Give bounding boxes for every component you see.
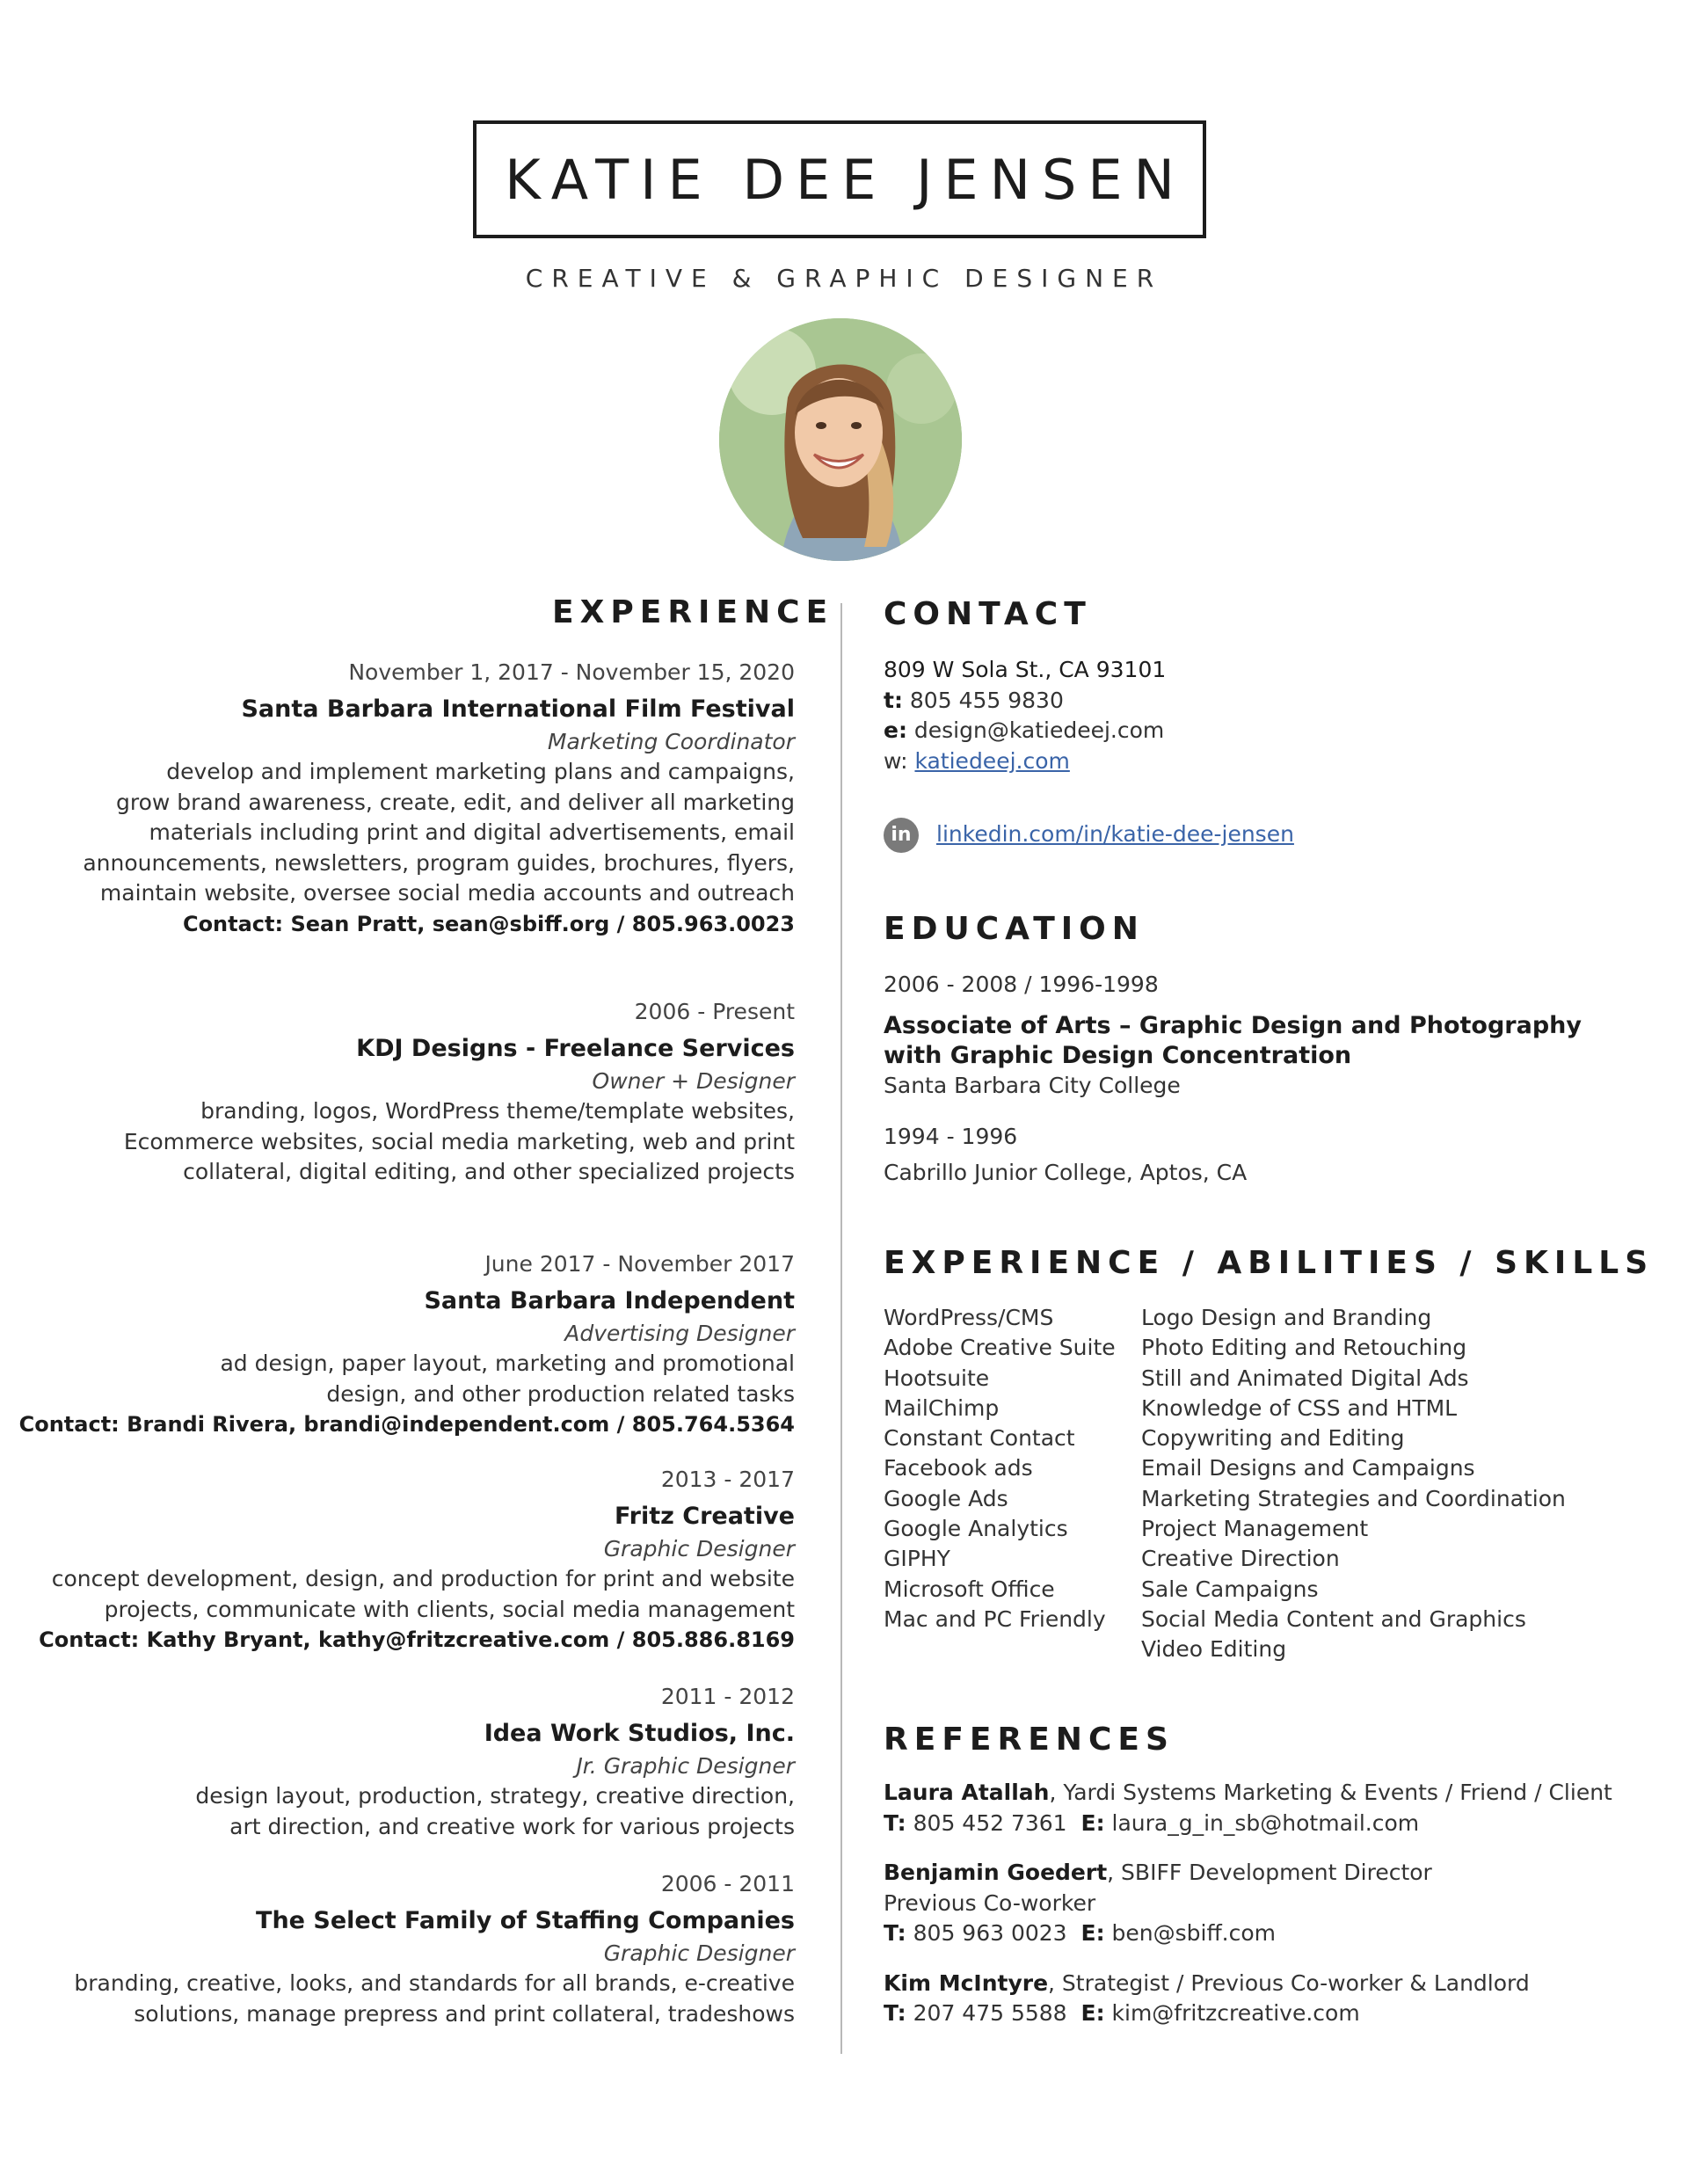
skill-item: Google Ads xyxy=(884,1485,1008,1511)
references-block xyxy=(884,1778,1612,2049)
edu-degree: Associate of Arts – Graphic Design and Photography xyxy=(884,1011,1582,1039)
column-divider xyxy=(840,603,842,2054)
phone: 805 455 9830 xyxy=(902,687,1064,713)
linkedin-icon: in xyxy=(884,818,919,853)
full-name: KATIE DEE JENSEN xyxy=(505,147,1186,212)
education-heading: EDUCATION xyxy=(884,911,1145,947)
job-org: Santa Barbara Independent xyxy=(424,1286,795,1314)
education-block xyxy=(884,970,1582,1188)
job-desc-line: Ecommerce websites, social media marketing, web and print xyxy=(123,1128,795,1154)
contact-block xyxy=(884,655,1166,776)
job-desc-line: materials including print and digital advertisements, email xyxy=(149,819,795,845)
job-org: Santa Barbara International Film Festival xyxy=(241,695,795,723)
skill-item: Constant Contact xyxy=(884,1425,1075,1452)
ref-email: laura_g_in_sb@hotmail.com xyxy=(1104,1809,1420,1836)
address: 809 W Sola St., CA 93101 xyxy=(884,657,1167,682)
skill-item: Logo Design and Branding xyxy=(1141,1305,1432,1330)
skill-item: Still and Animated Digital Ads xyxy=(1141,1365,1469,1391)
reference-entry xyxy=(884,1969,1612,2029)
skill-item: MailChimp xyxy=(884,1394,1000,1421)
skill-item: Creative Direction xyxy=(1141,1546,1340,1572)
job-dates: June 2017 - November 2017 xyxy=(484,1251,795,1277)
job-contact: Contact: Brandi Rivera, brandi@independent.com / 805.764.5364 xyxy=(18,1412,795,1437)
ref-email-label: E: xyxy=(1080,1920,1105,1946)
job-title: CREATIVE & GRAPHIC DESIGNER xyxy=(525,264,1163,293)
skill-item: Adobe Creative Suite xyxy=(884,1335,1116,1361)
ref-extra: Previous Co-worker xyxy=(884,1889,1096,1916)
profile-photo xyxy=(719,318,962,561)
job-desc-line: design layout, production, strategy, creative direction, xyxy=(195,1783,795,1809)
job-desc-line: develop and implement marketing plans and campaigns, xyxy=(166,759,795,784)
skill-item: Photo Editing and Retouching xyxy=(1141,1335,1467,1361)
job-desc-line: solutions, manage prepress and print collateral, tradeshows xyxy=(134,2000,795,2027)
skills-col-1 xyxy=(884,1303,1116,1634)
job-entry xyxy=(4,658,795,939)
skill-item: Email Designs and Campaigns xyxy=(1141,1455,1475,1481)
skill-item: Social Media Content and Graphics xyxy=(1141,1605,1526,1632)
job-org: The Select Family of Staffing Companies xyxy=(256,1906,795,1934)
reference-entry xyxy=(884,1778,1612,1838)
job-entry xyxy=(4,1249,795,1440)
skill-item: Microsoft Office xyxy=(884,1576,1055,1602)
job-contact: Contact: Sean Pratt, sean@sbiff.org / 805.963.0023 xyxy=(182,911,795,936)
skills-heading: EXPERIENCE / ABILITIES / SKILLS xyxy=(884,1245,1655,1281)
job-desc-line: branding, logos, WordPress theme/template websites, xyxy=(200,1098,795,1124)
job-entry xyxy=(4,1682,795,1842)
ref-phone: 805 452 7361 xyxy=(906,1809,1067,1836)
edu-school: Cabrillo Junior College, Aptos, CA xyxy=(884,1159,1248,1185)
website-label: w: xyxy=(884,747,915,774)
job-role: Advertising Designer xyxy=(564,1320,795,1346)
references-heading: REFERENCES xyxy=(884,1722,1175,1758)
job-dates: 2011 - 2012 xyxy=(660,1684,795,1709)
skill-item: Project Management xyxy=(1141,1516,1369,1542)
skill-item: Marketing Strategies and Coordination xyxy=(1141,1485,1566,1511)
job-role: Owner + Designer xyxy=(592,1067,795,1094)
skills-col-2 xyxy=(1141,1303,1566,1665)
job-dates: 2006 - Present xyxy=(634,999,795,1024)
skill-item: WordPress/CMS xyxy=(884,1305,1054,1330)
job-role: Graphic Designer xyxy=(603,1535,795,1562)
job-role: Graphic Designer xyxy=(603,1940,795,1966)
skill-item: Copywriting and Editing xyxy=(1141,1425,1405,1452)
skill-item: GIPHY xyxy=(884,1546,950,1572)
ref-name: Benjamin Goedert xyxy=(884,1860,1108,1885)
ref-phone-label: T: xyxy=(884,1920,906,1946)
linkedin-row xyxy=(884,818,1294,853)
job-desc-line: collateral, digital editing, and other specialized projects xyxy=(183,1159,795,1184)
ref-email: ben@sbiff.com xyxy=(1104,1920,1277,1946)
job-org: KDJ Designs - Freelance Services xyxy=(356,1034,795,1062)
job-desc-line: grow brand awareness, create, edit, and deliver all marketing xyxy=(116,789,795,815)
job-dates: 2013 - 2017 xyxy=(660,1467,795,1492)
contact-heading: CONTACT xyxy=(884,596,1092,632)
phone-line xyxy=(884,686,1166,717)
ref-name: Laura Atallah xyxy=(884,1780,1050,1805)
skill-item: Sale Campaigns xyxy=(1141,1576,1319,1602)
website-link[interactable]: katiedeej.com xyxy=(914,747,1070,774)
ref-phone-label: T: xyxy=(884,2000,906,2026)
ref-detail: , Yardi Systems Marketing & Events / Friend / Client xyxy=(1049,1780,1612,1805)
job-contact: Contact: Kathy Bryant, kathy@fritzcreative.com / 805.886.8169 xyxy=(39,1627,795,1652)
job-role: Marketing Coordinator xyxy=(547,728,795,754)
email-label: e: xyxy=(884,717,907,743)
job-desc-line: announcements, newsletters, program guides, brochures, flyers, xyxy=(83,849,795,876)
edu-dates: 2006 - 2008 / 1996-1998 xyxy=(884,972,1159,997)
job-dates: November 1, 2017 - November 15, 2020 xyxy=(348,659,795,685)
job-entry xyxy=(4,1869,795,2029)
ref-detail: , Strategist / Previous Co-worker & Landlord xyxy=(1048,1969,1530,1996)
job-desc-line: branding, creative, looks, and standards for all brands, e-creative xyxy=(74,1970,795,1996)
website-line xyxy=(884,746,1166,777)
ref-email: kim@fritzcreative.com xyxy=(1104,2000,1360,2026)
skill-item: Hootsuite xyxy=(884,1365,990,1391)
ref-phone: 805 963 0023 xyxy=(906,1920,1067,1946)
edu-degree-concentration: with Graphic Design Concentration xyxy=(884,1041,1352,1069)
edu-school: Santa Barbara City College xyxy=(884,1072,1181,1098)
ref-phone-label: T: xyxy=(884,1809,906,1836)
job-org: Fritz Creative xyxy=(614,1502,795,1530)
job-desc-line: ad design, paper layout, marketing and promotional xyxy=(220,1350,795,1376)
ref-name: Kim McIntyre xyxy=(884,1969,1049,1996)
job-desc-line: art direction, and creative work for various projects xyxy=(229,1813,795,1839)
job-desc-line: maintain website, oversee social media accounts and outreach xyxy=(99,880,795,906)
job-entry xyxy=(4,1465,795,1656)
skill-item: Knowledge of CSS and HTML xyxy=(1141,1394,1458,1421)
email: design@katiedeej.com xyxy=(906,717,1165,743)
reference-entry xyxy=(884,1858,1612,1949)
ref-detail: , SBIFF Development Director xyxy=(1107,1860,1432,1885)
ref-phone: 207 475 5588 xyxy=(906,2000,1067,2026)
skill-item: Google Analytics xyxy=(884,1516,1068,1542)
job-desc-line: design, and other production related tasks xyxy=(326,1380,795,1407)
portrait-illustration xyxy=(719,318,962,561)
ref-email-label: E: xyxy=(1080,2000,1105,2026)
edu-dates: 1994 - 1996 xyxy=(884,1124,1018,1149)
name-box xyxy=(473,120,1206,238)
job-entry xyxy=(4,997,795,1188)
skill-item: Mac and PC Friendly xyxy=(884,1605,1106,1632)
experience-heading: EXPERIENCE xyxy=(552,594,834,630)
linkedin-link[interactable]: linkedin.com/in/katie-dee-jensen xyxy=(936,821,1294,847)
job-dates: 2006 - 2011 xyxy=(660,1871,795,1896)
job-desc-line: projects, communicate with clients, social media management xyxy=(104,1596,795,1622)
phone-label: t: xyxy=(884,687,903,713)
job-role: Jr. Graphic Designer xyxy=(576,1752,795,1779)
skill-item: Facebook ads xyxy=(884,1455,1033,1481)
skill-item: Video Editing xyxy=(1141,1636,1287,1663)
job-desc-line: concept development, design, and production for print and website xyxy=(51,1566,795,1591)
job-org: Idea Work Studios, Inc. xyxy=(484,1719,795,1747)
ref-email-label: E: xyxy=(1080,1809,1105,1836)
email-line xyxy=(884,716,1166,746)
